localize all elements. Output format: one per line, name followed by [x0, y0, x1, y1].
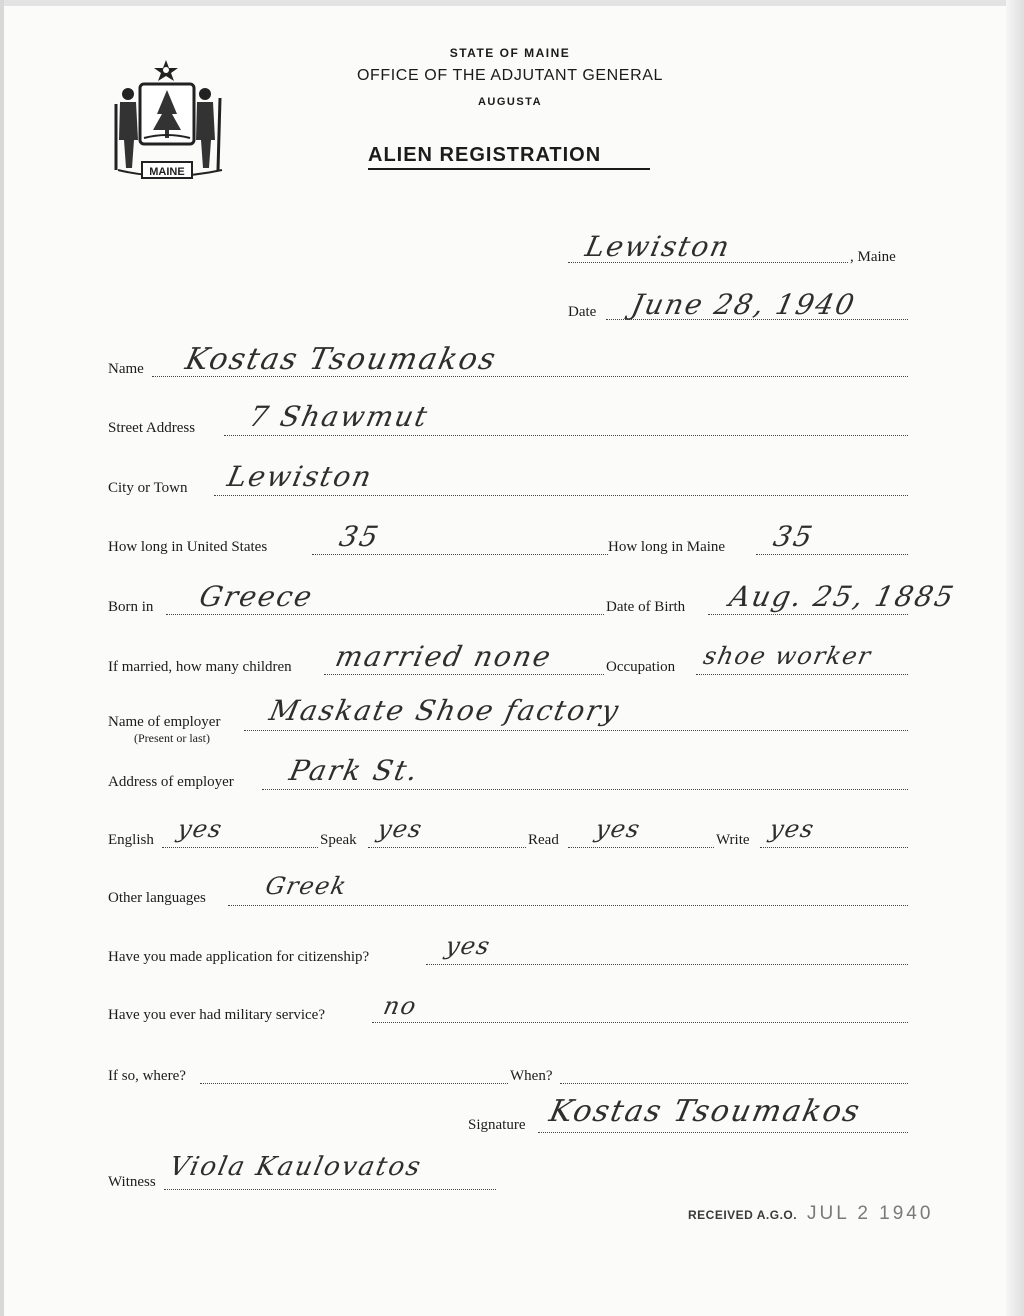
speak-label: Speak: [320, 832, 357, 848]
other-languages-line: [228, 905, 908, 906]
office-heading: OFFICE OF THE ADJUTANT GENERAL: [356, 67, 664, 84]
occupation-label: Occupation: [606, 659, 676, 675]
english-line: [162, 847, 318, 848]
employer-note: (Present or last): [134, 731, 210, 745]
received-stamp: [688, 1203, 933, 1225]
scan-edge-left: [0, 0, 4, 1316]
signature-label: Signature: [468, 1117, 526, 1133]
born-entry: Greece: [196, 580, 317, 613]
write-label: Write: [716, 832, 750, 848]
maine-state-seal-icon: [110, 58, 230, 186]
form-title: ALIEN REGISTRATION: [368, 144, 602, 166]
citizenship-label: Have you made application for citizenship?: [108, 949, 370, 965]
read-line: [568, 847, 714, 848]
street-line: [224, 435, 908, 436]
born-line: [166, 614, 604, 615]
other-languages-entry: Greek: [263, 872, 351, 900]
speak-line: [368, 847, 526, 848]
children-label: If married, how many children: [108, 659, 292, 675]
employer-line: [244, 730, 908, 731]
read-label: Read: [528, 832, 559, 848]
scan-edge-top: [0, 0, 1024, 6]
us-years-line: [312, 554, 608, 555]
maine-years-line: [756, 554, 908, 555]
where-line: [200, 1083, 508, 1084]
military-entry: no: [381, 992, 420, 1020]
where-label: If so, where?: [108, 1068, 186, 1084]
english-label: English: [108, 832, 154, 848]
witness-line: [164, 1189, 496, 1190]
military-label: Have you ever had military service?: [108, 1007, 325, 1023]
citizenship-entry: yes: [443, 932, 494, 960]
citizenship-line: [426, 964, 908, 965]
title-underline: [368, 168, 650, 170]
city-heading: AUGUSTA: [477, 96, 543, 108]
english-entry: yes: [175, 815, 226, 843]
date-label: Date: [568, 304, 597, 320]
when-line: [560, 1083, 908, 1084]
dob-label: Date of Birth: [606, 599, 686, 615]
seal-label: MAINE: [149, 166, 185, 178]
city-line: [214, 495, 908, 496]
employer-address-label: Address of employer: [108, 774, 234, 790]
employer-label: Name of employer: [108, 714, 221, 730]
city-entry: Lewiston: [224, 460, 377, 493]
dob-line: [708, 614, 908, 615]
maine-label: , Maine: [850, 249, 896, 265]
state-heading: STATE OF MAINE: [449, 46, 571, 60]
stamp-date: JUL 2 1940: [806, 1203, 934, 1224]
employer-address-line: [262, 789, 908, 790]
scan-edge-right: [1006, 0, 1024, 1316]
speak-entry: yes: [375, 815, 426, 843]
signature-line: [538, 1132, 908, 1133]
street-entry: 7 Shawmut: [246, 400, 432, 433]
dob-entry: Aug. 25, 1885: [726, 580, 959, 613]
city-label: City or Town: [108, 480, 188, 496]
street-label: Street Address: [108, 420, 196, 436]
born-label: Born in: [108, 599, 154, 615]
employer-address-entry: Park St.: [286, 754, 423, 787]
employer-entry: Maskate Shoe factory: [266, 694, 624, 727]
stamp-received-text: RECEIVED A.G.O.: [688, 1208, 798, 1222]
other-languages-label: Other languages: [108, 890, 206, 906]
when-label: When?: [510, 1068, 553, 1084]
town-entry: Lewiston: [582, 230, 735, 263]
children-entry: married none: [332, 640, 556, 673]
name-label: Name: [108, 361, 144, 377]
us-years-label: How long in United States: [108, 539, 268, 555]
name-entry: Kostas Tsoumakos: [182, 342, 501, 377]
write-line: [760, 847, 908, 848]
occupation-line: [696, 674, 908, 675]
occupation-entry: shoe worker: [701, 642, 875, 670]
us-years-entry: 35: [336, 520, 384, 553]
maine-years-entry: 35: [770, 520, 818, 553]
write-entry: yes: [767, 815, 818, 843]
children-line: [324, 674, 604, 675]
read-entry: yes: [593, 815, 644, 843]
signature-entry: Kostas Tsoumakos: [546, 1094, 865, 1129]
military-line: [372, 1022, 908, 1023]
witness-label: Witness: [108, 1174, 156, 1190]
witness-entry: Viola Kaulovatos: [166, 1152, 425, 1182]
maine-years-label: How long in Maine: [608, 539, 726, 555]
date-entry: June 28, 1940: [628, 288, 859, 321]
